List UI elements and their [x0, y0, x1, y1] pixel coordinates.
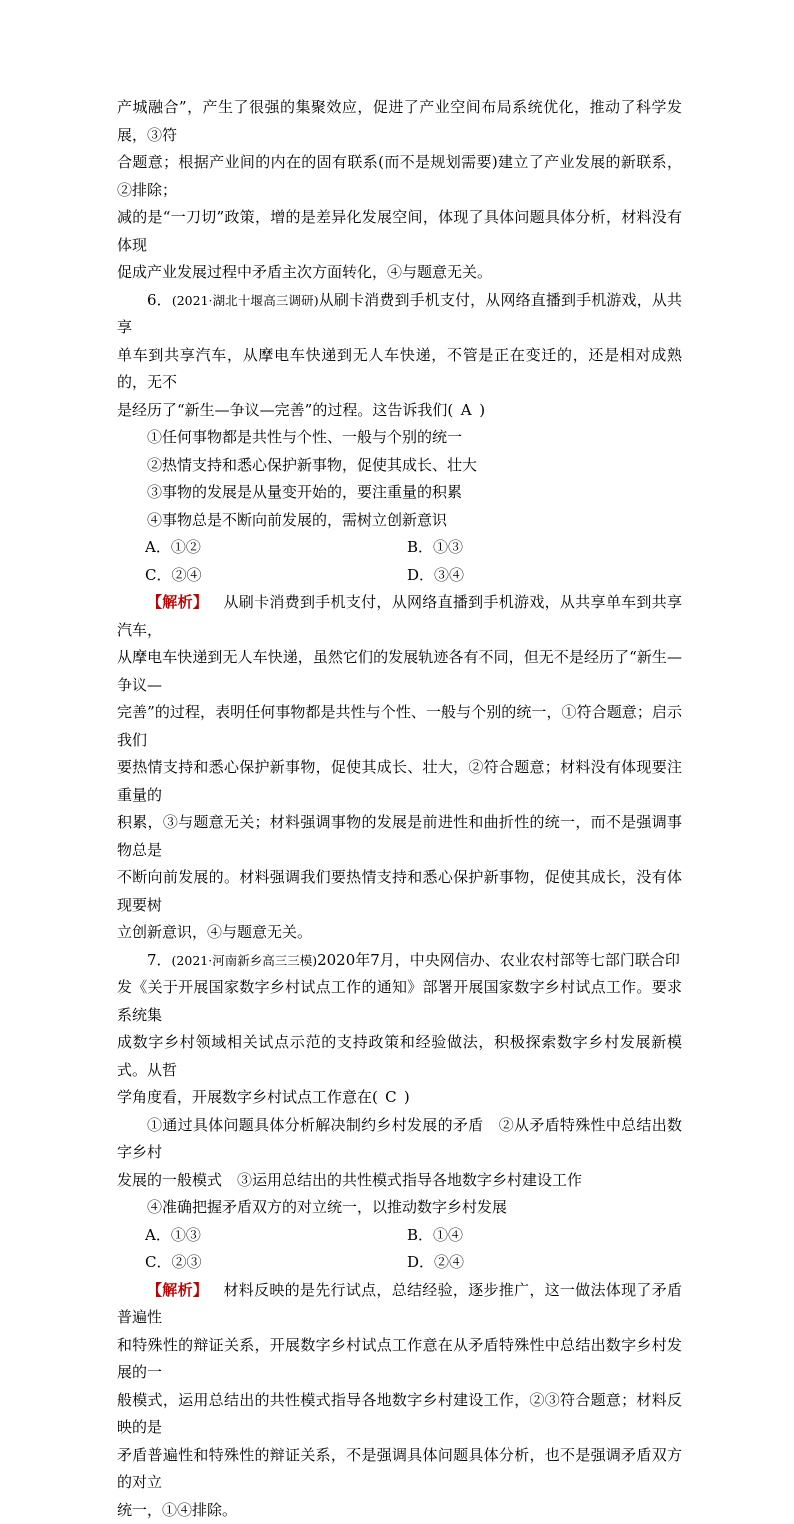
previous-analysis-continuation — [117, 94, 682, 287]
analysis-line: 积累，③与题意无关；材料强调事物的发展是前进性和曲折性的统一，而不是强调事物总是 — [117, 809, 682, 864]
analysis-first-line — [117, 589, 682, 644]
options-row — [117, 1249, 682, 1277]
analysis-line: 完善”的过程，表明任何事物都是共性与个性、一般与个别的统一，①符合题意；启示我们 — [117, 699, 682, 754]
options-row — [117, 534, 682, 562]
close-paren: ) — [479, 401, 485, 419]
options-row — [117, 562, 682, 590]
option-b: B．①③ — [407, 534, 669, 562]
question-source: (2021·湖北十堰高三调研) — [172, 293, 319, 308]
option-c: C．②④ — [145, 562, 407, 590]
stem-text: 从刷卡消费到手机支付，从网络直播到手机游戏，从共享 — [117, 291, 682, 337]
analysis-text: 材料反映的是先行试点，总结经验，逐步推广，这一做法体现了矛盾普遍性 — [117, 1281, 682, 1327]
question-number: 7． — [147, 951, 172, 969]
text-line — [117, 397, 682, 425]
text-line: 减的是“一刀切”政策，增的是差异化发展空间，体现了具体问题具体分析，材料没有体现 — [117, 204, 682, 259]
option-d: D．③④ — [407, 562, 669, 590]
text-line — [117, 1084, 682, 1112]
text-line: 成数字乡村领域相关试点示范的支持政策和经验做法，积极探索数字乡村发展新模式。从哲 — [117, 1029, 682, 1084]
statement-1: ①任何事物都是共性与个性、一般与个别的统一 — [117, 424, 682, 452]
option-a: A．①③ — [145, 1222, 407, 1250]
text-line: 合题意；根据产业间的内在的固有联系(而不是规划需要)建立了产业发展的新联系，②排除； — [117, 149, 682, 204]
analysis-line: 矛盾普遍性和特殊性的辩证关系，不是强调具体问题具体分析，也不是强调矛盾双方的对立 — [117, 1442, 682, 1497]
question-source: (2021·河南新乡高三三模) — [172, 953, 318, 968]
option-b: B．①④ — [407, 1222, 669, 1250]
close-paren: ) — [404, 1088, 410, 1106]
analysis-line: 立创新意识，④与题意无关。 — [117, 919, 682, 947]
question-number: 6． — [147, 291, 172, 309]
analysis-line: 统一，①④排除。 — [117, 1497, 682, 1524]
analysis-line: 从摩电车快递到无人车快递，虽然它们的发展轨迹各有不同，但无不是经历了“新生—争议— — [117, 644, 682, 699]
statement-4: ④事物总是不断向前发展的，需树立创新意识 — [117, 507, 682, 535]
text-line: 单车到共享汽车，从摩电车快递到无人车快递，不管是正在变迁的，还是相对成熟的，无不 — [117, 342, 682, 397]
statement-2: ②热情支持和悉心保护新事物，促使其成长、壮大 — [117, 452, 682, 480]
analysis-tag: 【解析】 — [147, 593, 208, 611]
text-line: 产城融合”，产生了很强的集聚效应，促进了产业空间布局系统优化，推动了科学发展，③符 — [117, 94, 682, 149]
answer-letter: C — [378, 1084, 404, 1112]
question-stem — [117, 947, 682, 975]
analysis-first-line — [117, 1277, 682, 1332]
question-7 — [117, 947, 682, 1524]
answer-letter: A — [453, 397, 479, 425]
statement-line: ①通过具体问题具体分析解决制约乡村发展的矛盾 ②从矛盾特殊性中总结出数字乡村 — [117, 1112, 682, 1167]
analysis-tag: 【解析】 — [147, 1281, 208, 1299]
option-c: C．②③ — [145, 1249, 407, 1277]
statement-3: ③事物的发展是从量变开始的，要注重量的积累 — [117, 479, 682, 507]
text-line: 发《关于开展国家数字乡村试点工作的通知》部署开展国家数字乡村试点工作。要求系统集 — [117, 974, 682, 1029]
statement-4: ④准确把握矛盾双方的对立统一，以推动数字乡村发展 — [117, 1194, 682, 1222]
analysis-text: 从刷卡消费到手机支付，从网络直播到手机游戏，从共享单车到共享汽车， — [117, 593, 682, 639]
question-stem — [117, 287, 682, 342]
analysis-line: 要热情支持和悉心保护新事物，促使其成长、壮大，②符合题意；材料没有体现要注重量的 — [117, 754, 682, 809]
stem-text: 2020年7月，中央网信办、农业农村部等七部门联合印 — [317, 951, 680, 969]
analysis-line: 般模式，运用总结出的共性模式指导各地数字乡村建设工作，②③符合题意；材料反映的是 — [117, 1387, 682, 1442]
option-a: A．①② — [145, 534, 407, 562]
option-d: D．②④ — [407, 1249, 669, 1277]
question-6 — [117, 287, 682, 947]
text-line: 促成产业发展过程中矛盾主次方面转化，④与题意无关。 — [117, 259, 682, 287]
analysis-line: 不断向前发展的。材料强调我们要热情支持和悉心保护新事物，促使其成长，没有体现要树 — [117, 864, 682, 919]
page-content — [117, 94, 682, 1524]
options-row — [117, 1222, 682, 1250]
analysis-line: 和特殊性的辩证关系，开展数字乡村试点工作意在从矛盾特殊性中总结出数字乡村发展的一 — [117, 1332, 682, 1387]
stem-text: 学角度看，开展数字乡村试点工作意在( — [117, 1088, 378, 1106]
statement-line: 发展的一般模式 ③运用总结出的共性模式指导各地数字乡村建设工作 — [117, 1167, 682, 1195]
stem-text: 是经历了“新生—争议—完善”的过程。这告诉我们( — [117, 401, 453, 419]
